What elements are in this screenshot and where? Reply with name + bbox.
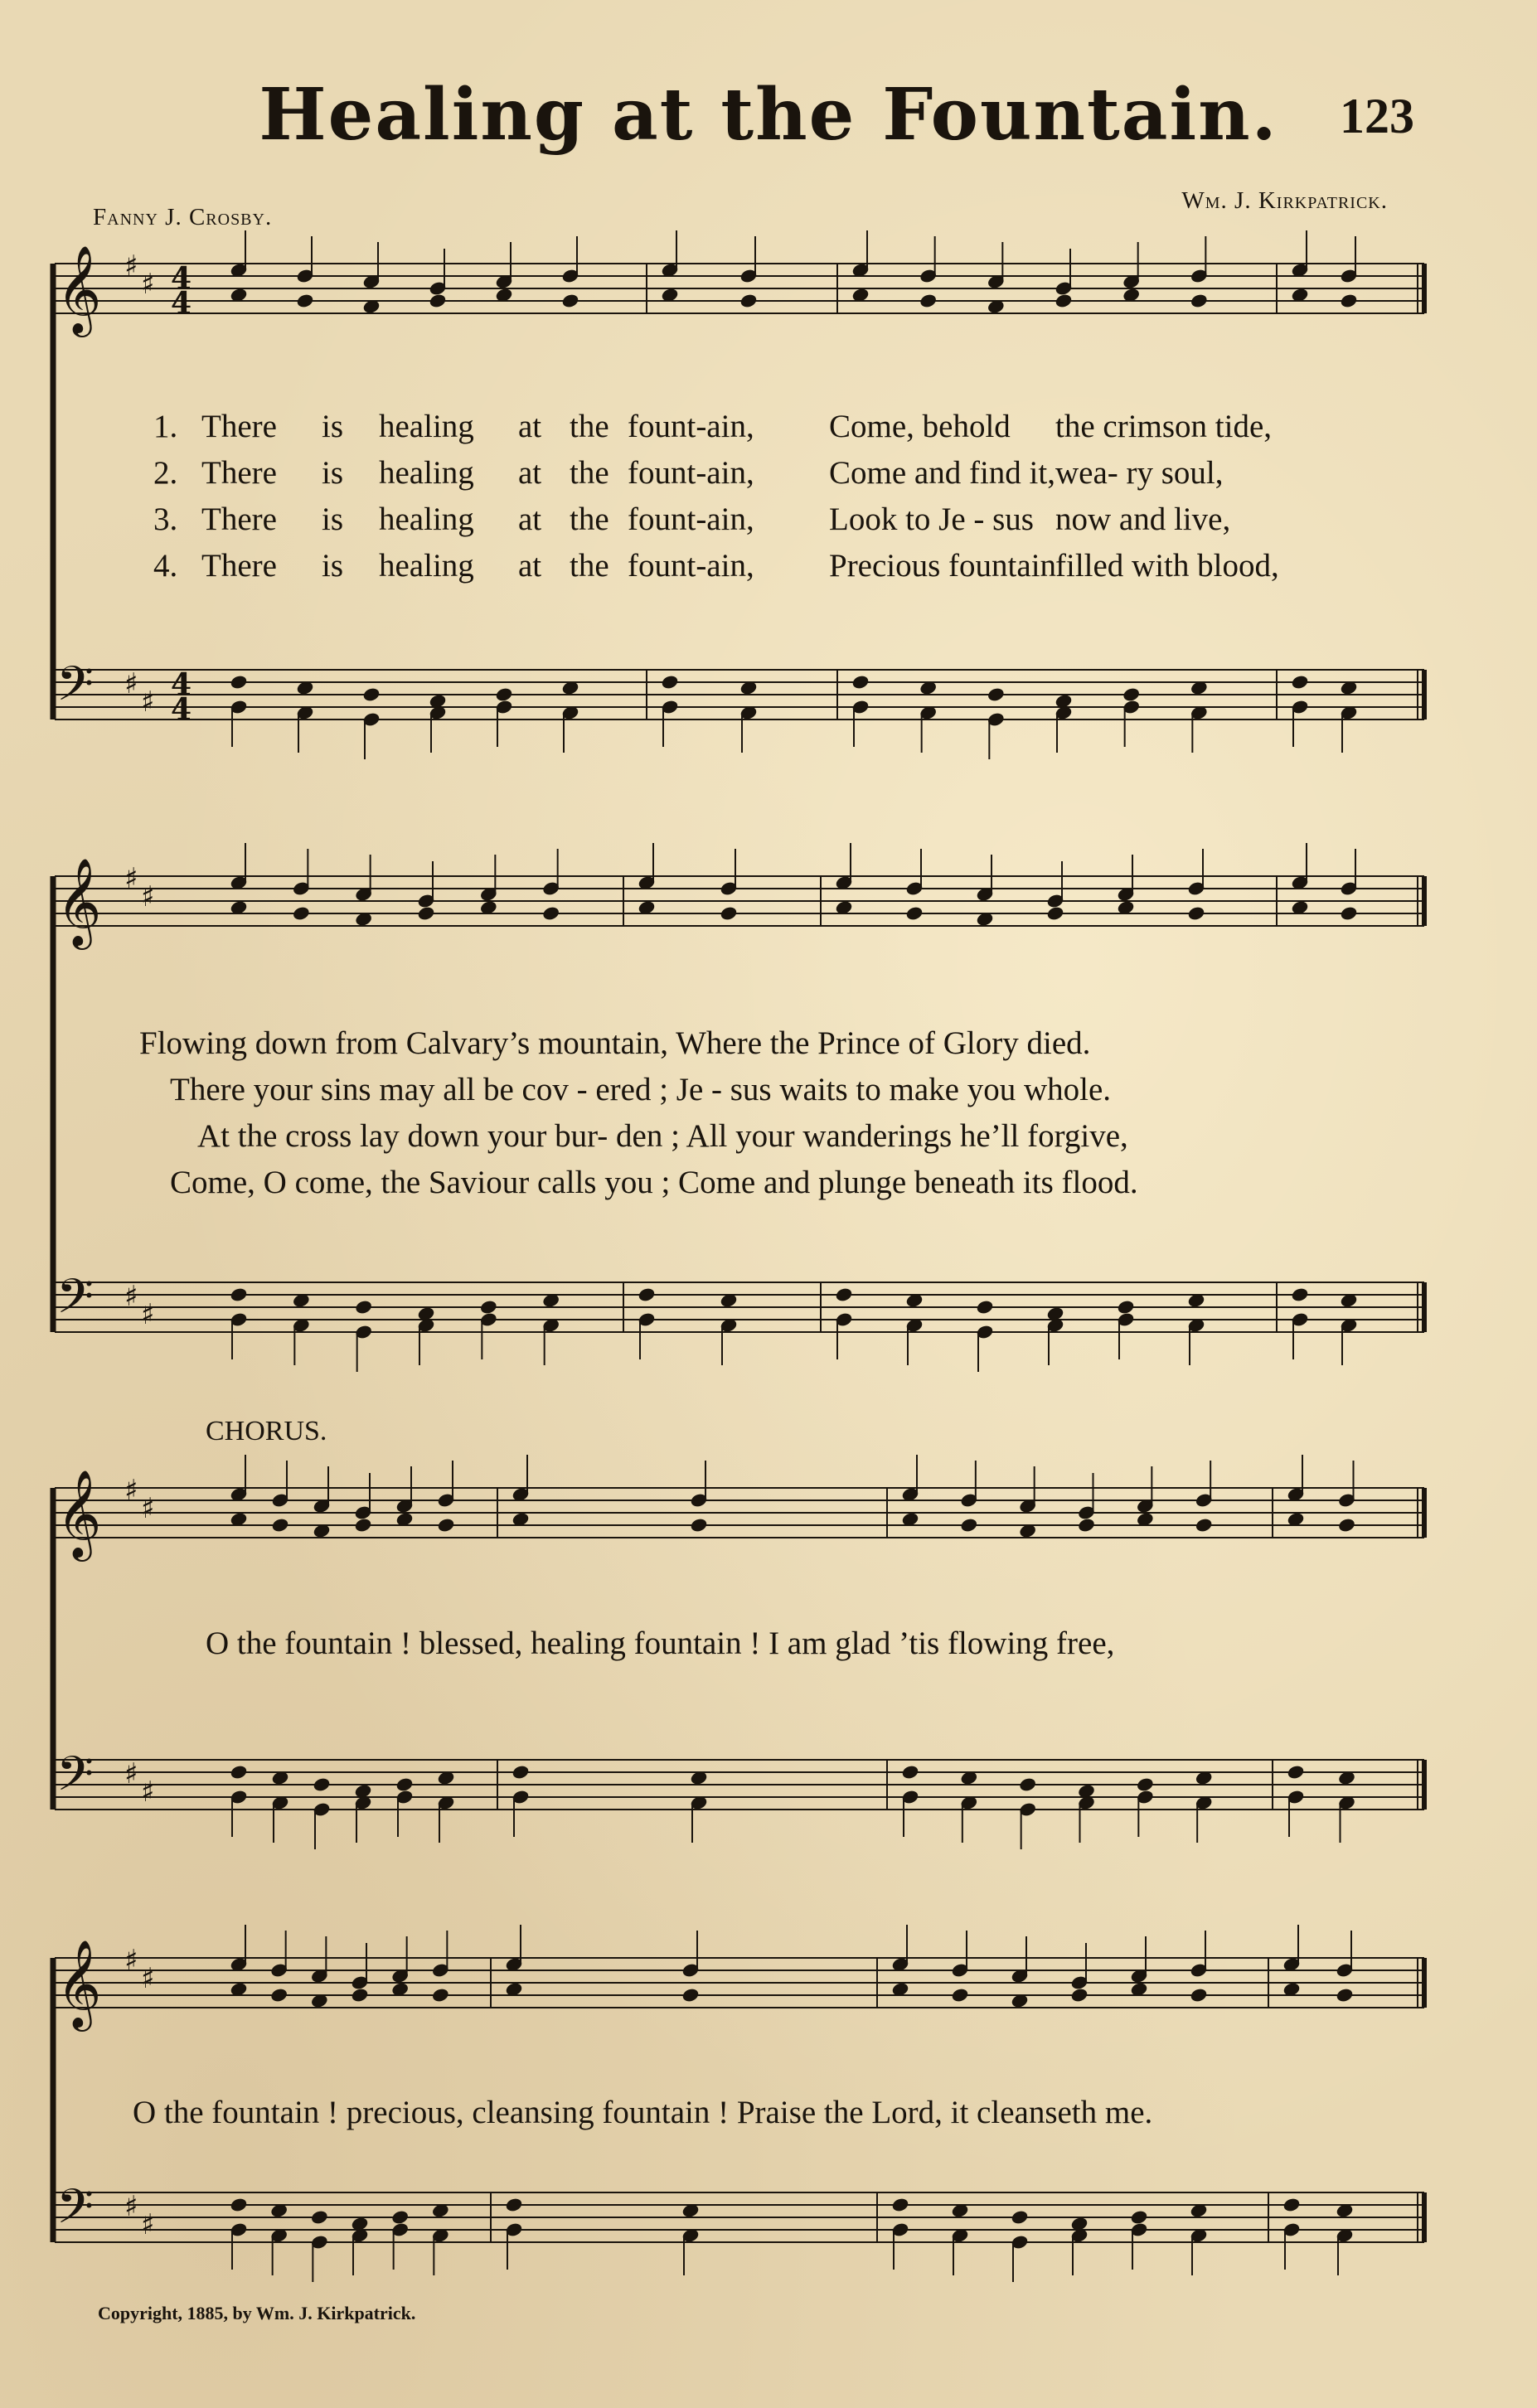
note-head bbox=[1336, 1988, 1353, 2003]
sharp-icon: ♯ bbox=[124, 862, 138, 895]
verse-3-line-2: At the cross lay down your bur- den ; All your wanderings he’ll forgive, bbox=[197, 1118, 1128, 1154]
treble-clef-icon: 𝄞 bbox=[56, 1469, 102, 1558]
note-head bbox=[638, 1287, 655, 1302]
sharp-icon: ♯ bbox=[141, 880, 155, 913]
chorus-label: CHORUS. bbox=[206, 1416, 327, 1446]
verse-word: filled with blood, bbox=[1055, 548, 1279, 584]
sharp-icon: ♯ bbox=[124, 1280, 138, 1313]
verse-word: wea- ry soul, bbox=[1055, 455, 1224, 491]
verse-word: at bbox=[518, 455, 542, 491]
chorus-lyric-line-2: O the fountain ! precious, cleansing fountain ! Praise the Lord, it cleanseth me. bbox=[133, 2095, 1153, 2130]
note-head bbox=[417, 906, 434, 921]
verse-number: 3. bbox=[153, 501, 178, 537]
verse-word: is bbox=[322, 501, 344, 537]
treble-clef-icon: 𝄞 bbox=[56, 245, 102, 333]
note-head bbox=[505, 2197, 522, 2212]
bass-clef-icon: 𝄢 bbox=[56, 1268, 95, 1336]
note-head bbox=[1046, 906, 1064, 921]
verse-word: healing bbox=[379, 548, 474, 584]
note-head bbox=[987, 687, 1005, 702]
treble-clef-icon: 𝄞 bbox=[56, 857, 102, 946]
sharp-icon: ♯ bbox=[141, 1298, 155, 1331]
note-head bbox=[230, 1287, 247, 1302]
note-head bbox=[976, 1300, 993, 1315]
verse-word: There bbox=[201, 501, 277, 537]
sharp-icon: ♯ bbox=[141, 686, 155, 719]
page-number: 123 bbox=[1340, 89, 1414, 143]
note-head bbox=[480, 1300, 497, 1315]
note-head bbox=[296, 293, 313, 308]
note-head bbox=[293, 906, 310, 921]
sharp-icon: ♯ bbox=[141, 2208, 155, 2241]
sharp-icon: ♯ bbox=[124, 1474, 138, 1507]
verse-word: There bbox=[201, 409, 277, 444]
sharp-icon: ♯ bbox=[124, 1944, 138, 1977]
note-head bbox=[429, 293, 446, 308]
composer-credit: Wm. J. Kirkpatrick. bbox=[1181, 187, 1388, 214]
note-head bbox=[851, 675, 869, 690]
note-head bbox=[313, 1777, 330, 1792]
note-head bbox=[1340, 906, 1357, 921]
note-head bbox=[1019, 1777, 1036, 1792]
note-head bbox=[1340, 293, 1357, 308]
verse-2-line-2: There your sins may all be cov - ered ; Je - sus waits to make you whole. bbox=[170, 1072, 1112, 1107]
verse-word: the bbox=[570, 409, 609, 444]
note-head bbox=[681, 1988, 699, 2003]
chorus-lyric-line-1: O the fountain ! blessed, healing fountain ! I am glad ’tis flowing free, bbox=[206, 1626, 1115, 1661]
bass-clef-icon: 𝄢 bbox=[56, 2178, 95, 2246]
note-head bbox=[1070, 1988, 1088, 2003]
verse-4-line-2: Come, O come, the Saviour calls you ; Come and plunge beneath its flood. bbox=[170, 1165, 1138, 1200]
note-head bbox=[355, 1300, 372, 1315]
note-head bbox=[354, 1518, 371, 1533]
note-head bbox=[690, 1518, 707, 1533]
note-head bbox=[661, 675, 678, 690]
note-head bbox=[1190, 1988, 1207, 2003]
note-head bbox=[919, 293, 937, 308]
note-head bbox=[891, 2197, 909, 2212]
verse-word: the bbox=[570, 548, 609, 584]
verse-word: Come, behold bbox=[829, 409, 1011, 444]
sharp-icon: ♯ bbox=[141, 1492, 155, 1525]
note-head bbox=[1291, 1287, 1308, 1302]
note-head bbox=[561, 293, 579, 308]
note-head bbox=[905, 906, 923, 921]
note-head bbox=[1130, 2210, 1147, 2225]
note-head bbox=[270, 1988, 288, 2003]
verse-word: the crimson tide, bbox=[1055, 409, 1273, 444]
verse-word: healing bbox=[379, 409, 474, 444]
note-head bbox=[1338, 1518, 1355, 1533]
note-head bbox=[391, 2210, 409, 2225]
sharp-icon: ♯ bbox=[124, 1757, 138, 1790]
time-signature-top: 4 bbox=[171, 261, 192, 296]
note-head bbox=[271, 1518, 288, 1533]
note-head bbox=[362, 687, 380, 702]
copyright-notice: Copyright, 1885, by Wm. J. Kirkpatrick. bbox=[98, 2303, 416, 2323]
time-signature-bottom: 4 bbox=[171, 286, 192, 321]
note-head bbox=[1011, 2210, 1028, 2225]
note-head bbox=[495, 687, 512, 702]
note-head bbox=[542, 906, 560, 921]
sharp-icon: ♯ bbox=[141, 1962, 155, 1995]
note-head bbox=[230, 1765, 247, 1780]
verse-word: There bbox=[201, 548, 277, 584]
note-head bbox=[1190, 293, 1208, 308]
verse-number: 2. bbox=[153, 455, 178, 491]
note-head bbox=[1137, 1777, 1154, 1792]
verse-word: fount-ain, bbox=[628, 409, 754, 444]
verse-word: Come and find it, bbox=[829, 455, 1055, 491]
note-head bbox=[1055, 293, 1072, 308]
verse-word: healing bbox=[379, 501, 474, 537]
note-head bbox=[1187, 906, 1205, 921]
verse-word: Look to Je - sus bbox=[829, 501, 1034, 537]
note-head bbox=[835, 1287, 852, 1302]
hymn-title: Healing at the Fountain. bbox=[259, 73, 1278, 157]
sharp-icon: ♯ bbox=[141, 268, 155, 301]
time-signature-top: 4 bbox=[171, 667, 192, 702]
note-head bbox=[395, 1777, 413, 1792]
verse-word: healing bbox=[379, 455, 474, 491]
note-head bbox=[951, 1988, 968, 2003]
verse-word: at bbox=[518, 501, 542, 537]
sharp-icon: ♯ bbox=[124, 667, 138, 700]
note-head bbox=[311, 2210, 328, 2225]
note-head bbox=[1287, 1765, 1304, 1780]
verse-number: 1. bbox=[153, 409, 178, 444]
sharp-icon: ♯ bbox=[124, 250, 138, 283]
note-head bbox=[437, 1518, 454, 1533]
verse-word: now and live, bbox=[1055, 501, 1231, 537]
note-head bbox=[351, 1988, 368, 2003]
verse-word: is bbox=[322, 548, 344, 584]
note-head bbox=[230, 675, 247, 690]
note-head bbox=[901, 1765, 919, 1780]
verse-word: at bbox=[518, 409, 542, 444]
verse-word: is bbox=[322, 409, 344, 444]
note-head bbox=[1291, 675, 1308, 690]
note-head bbox=[960, 1518, 977, 1533]
sharp-icon: ♯ bbox=[124, 2190, 138, 2223]
music-notation bbox=[53, 230, 1424, 2282]
note-head bbox=[230, 2197, 247, 2212]
verse-word: the bbox=[570, 455, 609, 491]
verse-word: fount-ain, bbox=[628, 455, 754, 491]
verse-word: There bbox=[201, 455, 277, 491]
note-head bbox=[720, 906, 737, 921]
bass-clef-icon: 𝄢 bbox=[56, 1746, 95, 1814]
note-head bbox=[512, 1765, 529, 1780]
verse-word: the bbox=[570, 501, 609, 537]
lyricist-credit: Fanny J. Crosby. bbox=[93, 204, 273, 230]
note-head bbox=[1117, 1300, 1134, 1315]
verse-word: at bbox=[518, 548, 542, 584]
verse-word: fount-ain, bbox=[628, 548, 754, 584]
bass-clef-icon: 𝄢 bbox=[56, 656, 95, 724]
verse-word: Precious fountain bbox=[829, 548, 1057, 584]
note-head bbox=[1282, 2197, 1300, 2212]
sharp-icon: ♯ bbox=[141, 1776, 155, 1809]
verse-word: fount-ain, bbox=[628, 501, 754, 537]
note-head bbox=[432, 1988, 449, 2003]
note-head bbox=[1078, 1518, 1095, 1533]
note-head bbox=[1195, 1518, 1212, 1533]
verse-1-line-2: Flowing down from Calvary’s mountain, Where the Prince of Glory died. bbox=[139, 1025, 1091, 1061]
treble-clef-icon: 𝄞 bbox=[56, 1939, 102, 2028]
time-signature-bottom: 4 bbox=[171, 692, 192, 727]
note-head bbox=[739, 293, 757, 308]
verse-number: 4. bbox=[153, 548, 178, 584]
verse-word: is bbox=[322, 455, 344, 491]
note-head bbox=[1122, 687, 1140, 702]
